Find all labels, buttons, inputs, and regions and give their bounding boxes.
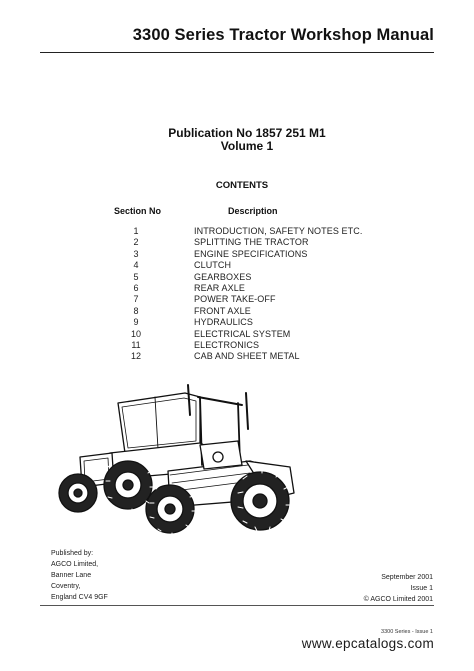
toc-row [122, 351, 422, 362]
publisher-postcode: England CV4 9GF [51, 594, 108, 601]
toc-row [122, 260, 422, 271]
volume-label: Volume 1 [220, 139, 274, 153]
toc-section-description: ENGINE SPECIFICATIONS [194, 248, 308, 259]
contents-heading: CONTENTS [215, 180, 269, 191]
toc-section-number: 9 [133, 317, 139, 328]
toc-section-number: 8 [133, 305, 139, 316]
toc-section-number: 5 [133, 271, 139, 282]
toc-section-number: 6 [133, 282, 139, 293]
section-no-header: Section No [114, 206, 162, 216]
toc-section-number: 12 [130, 351, 141, 362]
toc-section-description: CLUTCH [194, 260, 232, 271]
toc-row [122, 272, 422, 283]
tractor-illustration [50, 375, 310, 545]
publication-block [0, 127, 474, 153]
toc-section-description: ELECTRONICS [194, 339, 260, 350]
toc-section-description: REAR AXLE [194, 282, 245, 293]
toc-section-number: 10 [130, 328, 141, 339]
toc-section-number: 7 [133, 294, 139, 305]
toc-row [122, 226, 422, 237]
toc-row [122, 249, 422, 260]
contents-table [122, 226, 422, 363]
toc-section-description: CAB AND SHEET METAL [194, 351, 300, 362]
toc-section-number: 2 [133, 237, 139, 248]
toc-row [122, 329, 422, 340]
release-info [364, 572, 433, 605]
toc-section-description: ELECTRICAL SYSTEM [194, 328, 291, 339]
page-title: 3300 Series Tractor Workshop Manual [132, 26, 434, 44]
toc-row [122, 317, 422, 328]
toc-section-description: INTRODUCTION, SAFETY NOTES ETC. [194, 226, 363, 236]
toc-row [122, 306, 422, 317]
toc-section-number: 1 [133, 226, 139, 236]
toc-section-description: SPLITTING THE TRACTOR [194, 237, 309, 248]
publisher-address [51, 548, 108, 603]
published-by-label: Published by: [51, 550, 94, 557]
publisher-street: Banner Lane [51, 572, 92, 579]
toc-row [122, 237, 422, 248]
toc-section-description: POWER TAKE-OFF [194, 294, 276, 305]
title-divider [40, 52, 434, 53]
toc-section-description: HYDRAULICS [194, 317, 254, 328]
toc-section-number: 4 [133, 260, 139, 271]
description-header: Description [228, 206, 278, 216]
publisher-name: AGCO Limited, [51, 561, 99, 568]
copyright-notice: © AGCO Limited 2001 [363, 596, 433, 603]
publisher-city: Coventry, [51, 583, 81, 590]
watermark-link[interactable]: www.epcatalogs.com [301, 636, 434, 651]
toc-row [122, 283, 422, 294]
toc-section-description: FRONT AXLE [194, 305, 251, 316]
toc-section-number: 3 [133, 248, 139, 259]
toc-row [122, 294, 422, 305]
toc-row [122, 340, 422, 351]
footer-series-issue: 3300 Series - Issue 1 [381, 629, 433, 635]
publication-number: Publication No 1857 251 M1 [168, 126, 326, 140]
toc-section-number: 11 [131, 339, 141, 350]
issue-label: Issue 1 [410, 585, 433, 592]
footer-divider [40, 605, 434, 606]
release-date: September 2001 [381, 574, 433, 581]
toc-section-description: GEARBOXES [194, 271, 252, 282]
